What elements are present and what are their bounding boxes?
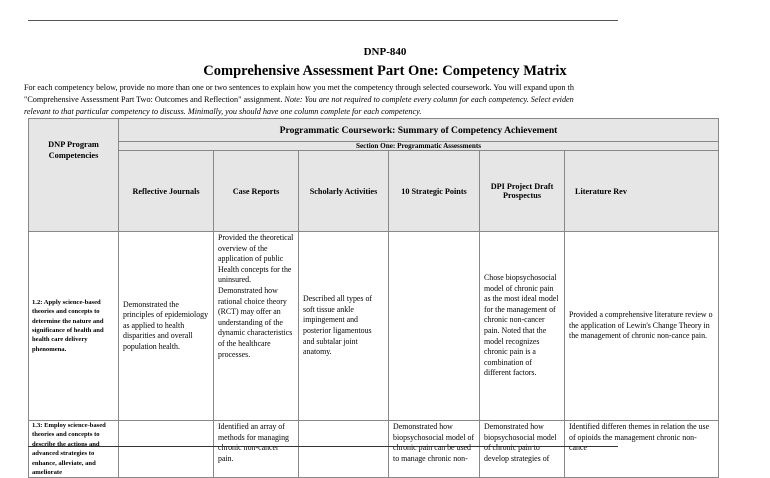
instructions-line-3 [24, 106, 724, 118]
document-code: DNP-840 [363, 46, 407, 58]
column-header-reflective-journals: Reflective Journals [119, 151, 214, 232]
matrix-cell-literature-review[interactable]: Identified differen themes in relation the use of opioids the management chronic non-cance [565, 421, 719, 478]
matrix-cell-dpi-prospectus[interactable]: Demonstrated how biopsychosocial model of chronic pain to develop strategies of [480, 421, 565, 478]
column-header-strategic-points: 10 Strategic Points [389, 151, 480, 232]
instructions-line-2 [24, 94, 724, 106]
table-row [29, 232, 719, 421]
band-title: Programmatic Coursework: Summary of Competency Achievement [119, 119, 719, 142]
matrix-cell-reflective-journals[interactable]: Demonstrated the principles of epidemiology as applied to health disparities and overall population health. [119, 232, 214, 421]
document-title: Comprehensive Assessment Part One: Competency Matrix [203, 63, 567, 79]
top-rule [28, 20, 618, 21]
matrix-cell-reflective-journals[interactable] [119, 421, 214, 478]
competency-matrix-table [28, 118, 719, 478]
matrix-cell-case-reports[interactable]: Identified an array of methods for managing chronic non-cancer pain. [214, 421, 299, 478]
column-header-literature-review: Literature Rev [565, 151, 719, 232]
competency-cell: 1.2: Apply science-based theories and concepts to determine the nature and significance of health and health care delivery phenomena. [29, 232, 119, 421]
bottom-rule [28, 446, 618, 447]
matrix-cell-case-reports[interactable]: Provided the theoretical overview of the application of public Health concepts for the uninsured. Demonstrated how rational choice theory (RCT) may offer an understanding of the dynamic characteristics of the healthcare processes. [214, 232, 299, 421]
matrix-cell-strategic-points[interactable]: Demonstrated how biopsychosocial model of chronic pain can be used to manage chronic non- [389, 421, 480, 478]
competency-cell: 1.3: Employ science-based theories and concepts to describe the actions and advanced strategies to enhance, alleviate, and ameliorate [29, 421, 119, 478]
instructions-line-2-plain: "Comprehensive Assessment Part Two: Outcomes and Reflection" assignment. [24, 95, 283, 104]
matrix-cell-dpi-prospectus[interactable]: Chose biopsychosocial model of chronic pain as the most ideal model for the management of chronic non-cancer pain. Noted that the model recognizes chronic pain is a combination of different factors. [480, 232, 565, 421]
section-title: Section One: Programmatic Assessments [119, 142, 719, 151]
instructions-line-2-note: Note: You are not required to complete every column for each competency. Select eviden [282, 95, 574, 104]
matrix-cell-literature-review[interactable]: Provided a comprehensive literature review o the application of Lewin's Change Theory in the management of chronic non-cance pain. [565, 232, 719, 421]
column-header-dpi-prospectus: DPI Project Draft Prospectus [480, 151, 565, 232]
matrix-cell-scholarly-activities[interactable]: Described all types of soft tissue ankle impingement and posterior ligamentous and subtalar joint anatomy. [299, 232, 389, 421]
matrix-cell-scholarly-activities[interactable] [299, 421, 389, 478]
matrix-cell-strategic-points[interactable] [389, 232, 480, 421]
column-header-scholarly-activities: Scholarly Activities [299, 151, 389, 232]
corner-header: DNP Program Competencies [29, 119, 119, 232]
table-row [29, 421, 719, 478]
instructions-line-3-note: relevant to that particular competency to discuss. Minimally, you should have one column complete for each competency. [24, 107, 422, 116]
column-header-case-reports: Case Reports [214, 151, 299, 232]
instructions-line-1: For each competency below, provide no more than one or two sentences to explain how you met the competency through selected coursework. You will expand upon th [24, 83, 574, 92]
instructions [24, 82, 724, 118]
